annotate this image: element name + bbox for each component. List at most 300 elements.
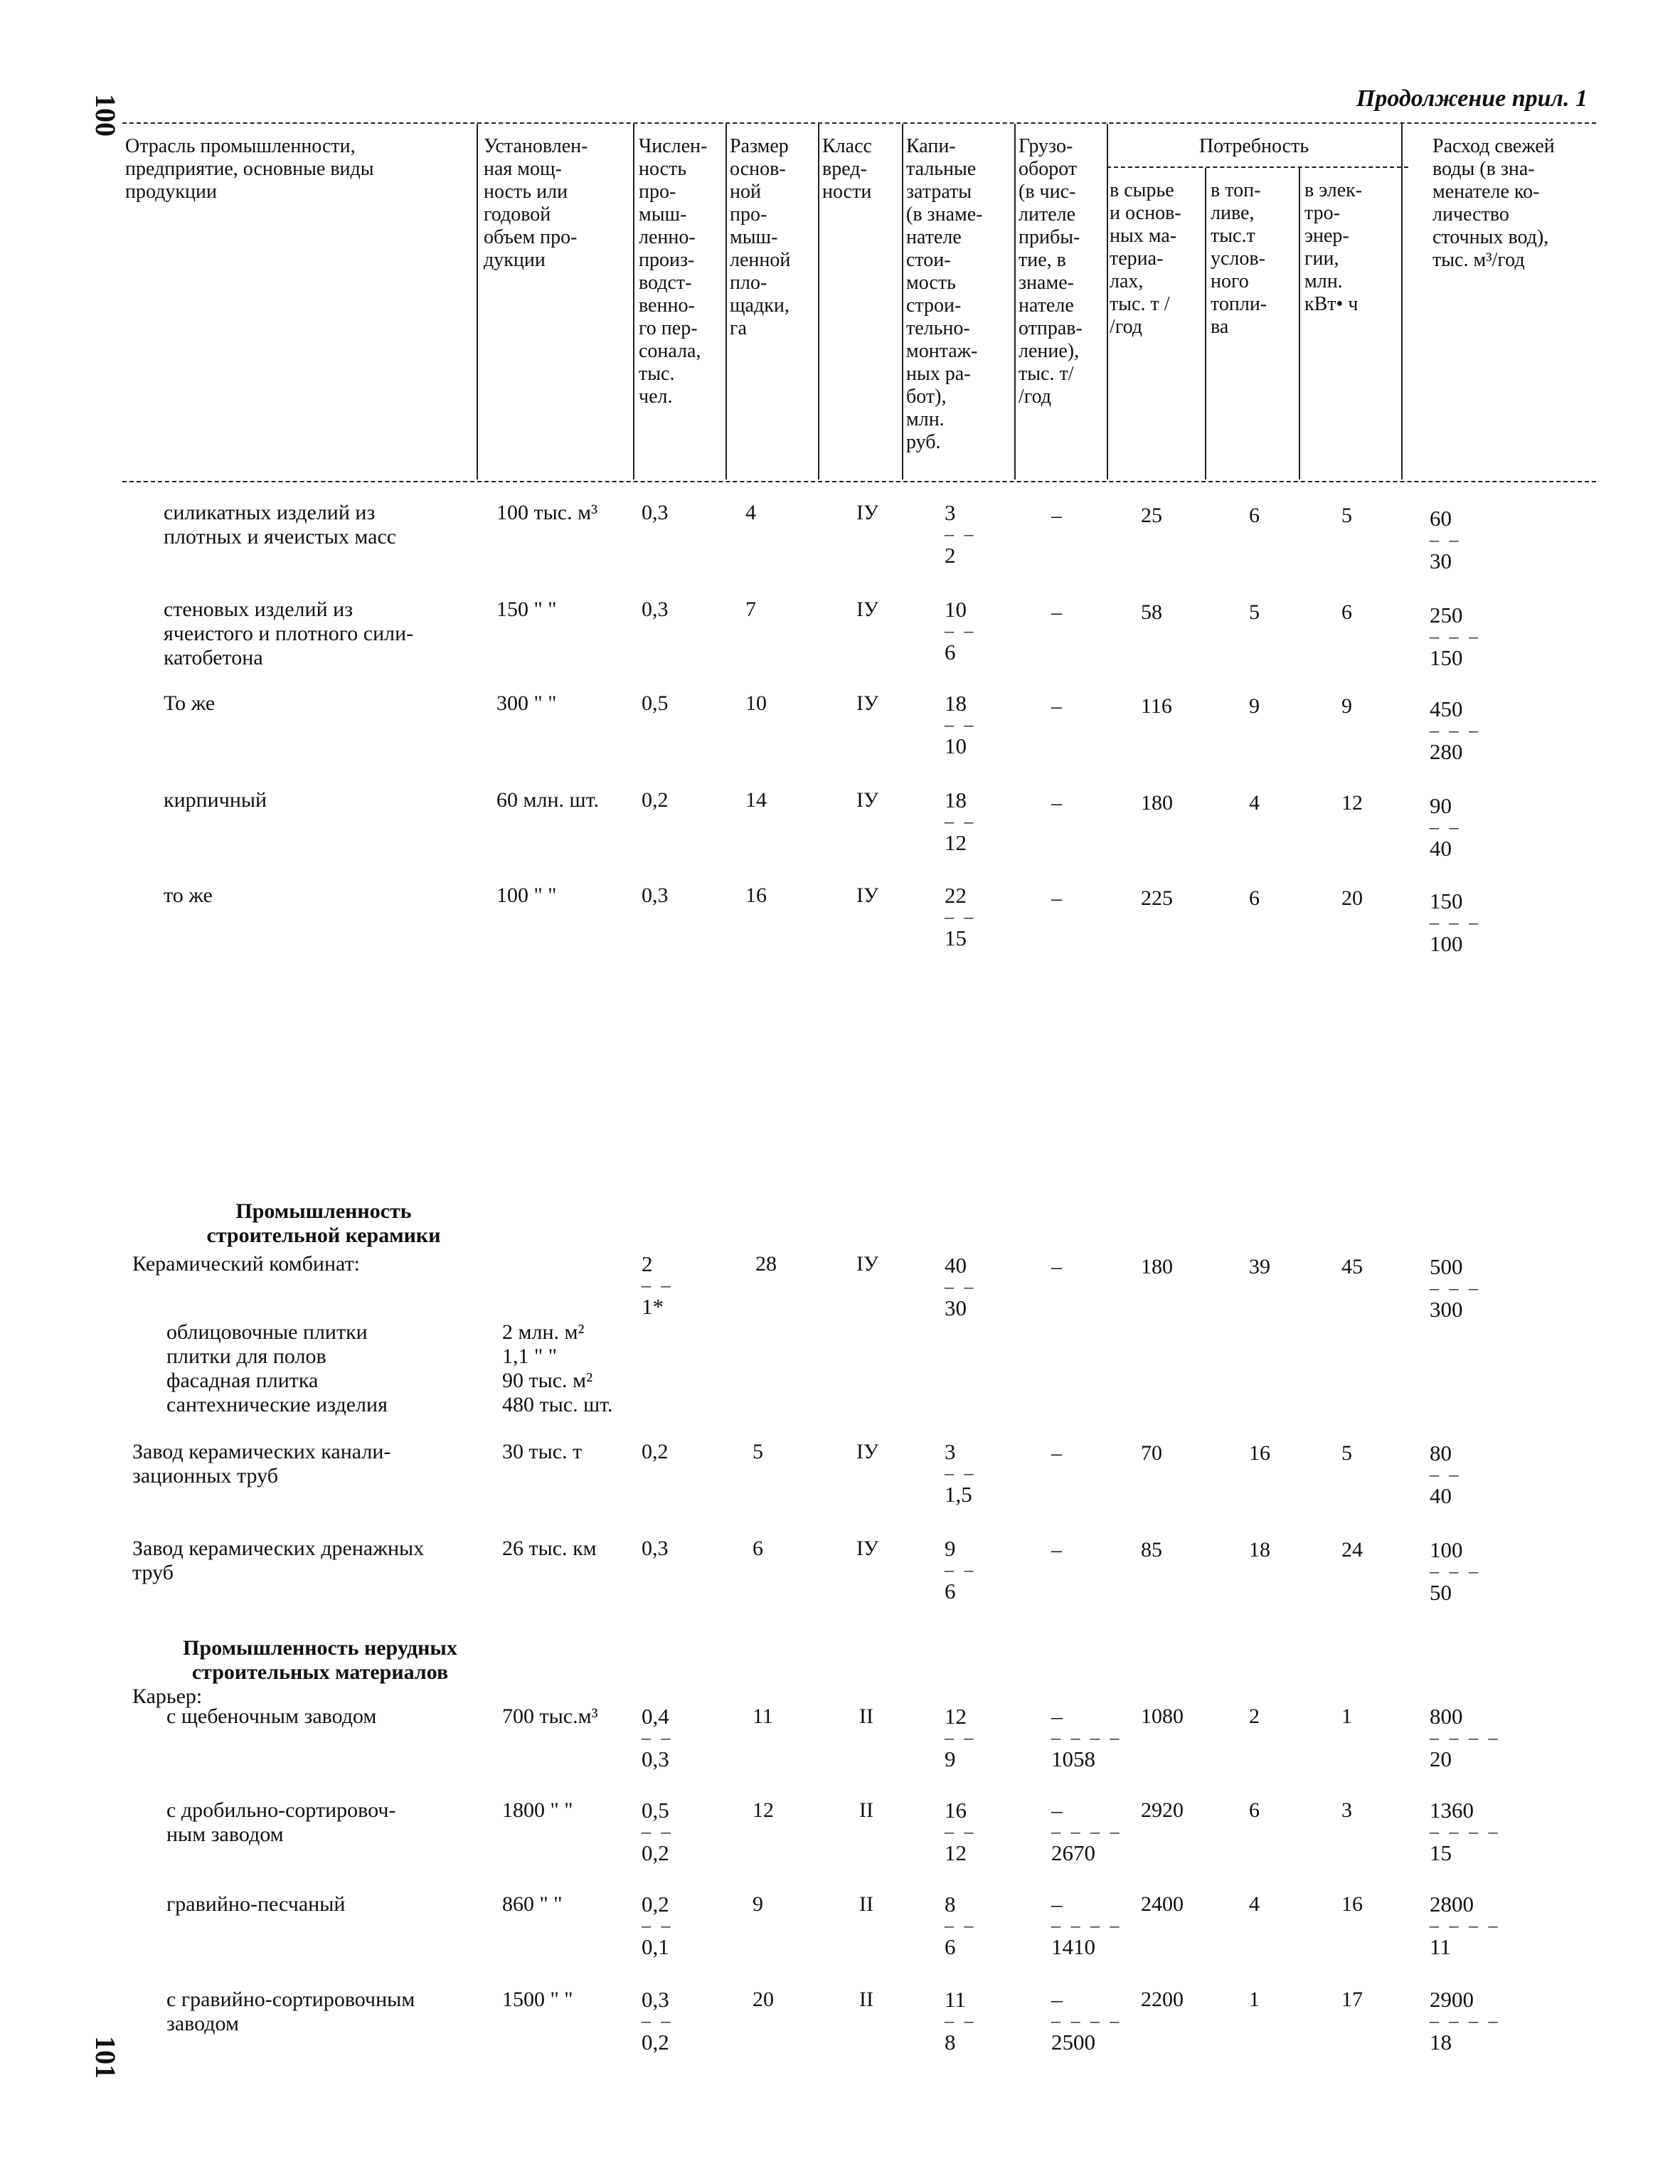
header-line: щадки, (730, 295, 790, 317)
header-line: Расход свежей (1432, 135, 1555, 157)
capacity: 26 тыс. км (502, 1537, 597, 1560)
fuel-demand: 9 (1249, 694, 1260, 718)
raw-demand: 2400 (1141, 1892, 1184, 1916)
header-line: сонала, (639, 340, 701, 362)
capex (945, 1988, 977, 2055)
row-name (166, 1705, 376, 1729)
header-line: териа- (1110, 248, 1164, 270)
header-line: топли- (1211, 293, 1267, 315)
fuel-demand: 4 (1249, 1892, 1260, 1916)
raw-demand: 58 (1141, 600, 1162, 624)
area: 12 (753, 1798, 774, 1822)
water (1430, 1798, 1501, 1865)
capacity: 150 " " (496, 598, 557, 621)
power-demand: 12 (1341, 791, 1363, 815)
product-name: плитки для полов (166, 1345, 326, 1368)
header-line: монтаж- (906, 340, 978, 362)
row-name-line: ячеистого и плотного сили- (164, 622, 414, 645)
raw-demand: 70 (1141, 1441, 1162, 1465)
water-numerator: 60 (1430, 506, 1452, 531)
header-divider (902, 124, 903, 479)
water (1430, 1892, 1501, 1959)
water-numerator: 500 (1430, 1254, 1463, 1279)
header-line: тро- (1304, 202, 1340, 224)
raw-demand: 25 (1141, 504, 1162, 527)
header-line: млн. (1304, 270, 1343, 292)
header-cargo (1019, 135, 1105, 408)
header-line: мыш- (639, 203, 687, 226)
raw-demand: 2200 (1141, 1988, 1184, 2011)
row-name-line: с дробильно-сортировоч- (166, 1798, 396, 1822)
raw-demand: 180 (1141, 1255, 1173, 1278)
water-numerator: 2800 (1430, 1892, 1474, 1917)
water (1430, 794, 1462, 861)
capacity: 100 " " (496, 884, 557, 907)
capex (945, 1705, 977, 1771)
header-divider (1401, 124, 1403, 479)
capex (945, 1798, 977, 1865)
hazard-class: IУ (856, 884, 879, 907)
capex-numerator: 11 (945, 1987, 966, 2012)
header-fuel (1211, 179, 1297, 339)
fraction-bar: – – – (1430, 1561, 1481, 1581)
row-name (164, 884, 213, 908)
header-line: ливе, (1211, 202, 1255, 224)
header-line: лах, (1110, 270, 1144, 292)
row-name (164, 501, 396, 549)
fraction-bar: – – (1430, 1464, 1462, 1485)
header-staff (639, 135, 724, 408)
header-line: венно- (639, 295, 695, 317)
fraction-bar: – – (945, 1463, 977, 1483)
capex-numerator: 16 (945, 1798, 967, 1823)
capex-numerator: 22 (945, 883, 967, 908)
raw-demand: 116 (1141, 694, 1172, 718)
header-line: /год (1110, 316, 1143, 338)
product-name: фасадная плитка (166, 1369, 319, 1392)
header-line: Отрасль промышленности, (125, 135, 356, 157)
staff-numerator: 0,5 (642, 1798, 669, 1823)
row-name (132, 1440, 390, 1488)
header-line: вред- (822, 158, 867, 180)
capex-denominator: 12 (945, 830, 967, 855)
header-hazard-class (822, 135, 900, 203)
row-name-line: катобетона (164, 646, 263, 669)
cargo: – (1051, 1441, 1062, 1465)
header-line: в элек- (1304, 179, 1363, 201)
row-name (164, 788, 267, 812)
power-demand: 5 (1341, 1441, 1352, 1465)
capacity: 1500 " " (502, 1988, 573, 2011)
fraction-bar: – – – (1430, 626, 1481, 647)
fraction-bar: – – – (1430, 720, 1481, 741)
water-numerator: 90 (1430, 793, 1452, 818)
header-line: ленно- (639, 226, 696, 248)
header-line: ность или (484, 181, 568, 203)
staff-denominator: 0,2 (642, 2030, 669, 2055)
header-line: строи- (906, 295, 962, 317)
row-name (132, 1537, 424, 1585)
cargo: – (1051, 1538, 1062, 1562)
capacity: 700 тыс.м³ (502, 1705, 598, 1728)
row-name-line: Завод керамических канали- (132, 1440, 391, 1463)
area: 4 (745, 501, 756, 524)
water-denominator: 300 (1430, 1297, 1463, 1322)
row-name-line: стеновых изделий из (164, 598, 353, 621)
header-line: бот), (906, 386, 947, 408)
header-divider (725, 124, 727, 479)
header-line: объем про- (484, 226, 578, 248)
fraction-bar: – – – – (1430, 1727, 1501, 1748)
fraction-bar: – – – (1430, 912, 1481, 933)
capex-numerator: 40 (945, 1253, 967, 1278)
section-title-ceramics (185, 1199, 462, 1248)
staff-denominator: 0,1 (642, 1934, 669, 1959)
cargo (1051, 1892, 1122, 1959)
fuel-demand: 2 (1249, 1705, 1260, 1728)
water-numerator: 450 (1430, 696, 1463, 721)
raw-demand: 2920 (1141, 1798, 1184, 1822)
power-demand: 20 (1341, 886, 1363, 910)
hazard-class: IУ (856, 1440, 879, 1463)
header-line: и основ- (1110, 202, 1181, 224)
row-name-line: ным заводом (166, 1823, 284, 1846)
header-line: ва (1211, 316, 1229, 338)
capex-denominator: 15 (945, 926, 967, 950)
header-line: дукции (484, 249, 546, 271)
capex-numerator: 18 (945, 691, 967, 716)
header-line: тыс. м³/год (1432, 249, 1525, 271)
staff (642, 1892, 674, 1959)
cargo-denominator: 2500 (1051, 2030, 1095, 2055)
capacity: 100 тыс. м³ (496, 501, 598, 524)
row-name (166, 1798, 395, 1847)
header-line: оборот (1019, 158, 1078, 180)
combine-name: Керамический комбинат: (132, 1252, 361, 1276)
raw-demand: 85 (1141, 1538, 1162, 1562)
hazard-class: II (859, 1705, 873, 1728)
capex (945, 598, 977, 664)
capex-numerator: 3 (945, 500, 956, 525)
capex-denominator: 9 (945, 1746, 956, 1771)
header-line: тальные (906, 158, 977, 180)
fraction-bar: – – – – (1430, 1915, 1501, 1936)
cargo-denominator: 1058 (1051, 1746, 1095, 1771)
header-divider (818, 124, 819, 479)
combine-staff (642, 1252, 674, 1319)
fraction-bar: – – (642, 2010, 674, 2031)
header-line: про- (730, 203, 767, 226)
header-line: ных ма- (1110, 225, 1177, 247)
header-line: (в знаме- (906, 203, 983, 226)
water-denominator: 150 (1430, 645, 1463, 670)
row-name-line: кирпичный (164, 788, 267, 812)
header-line: затраты (906, 181, 972, 203)
fraction-bar: – – (945, 524, 977, 544)
header-line: прибы- (1019, 226, 1080, 248)
fraction-bar: – – (945, 1915, 977, 1936)
header-group-rule (1107, 166, 1408, 168)
continuation-title: Продолжение прил. 1 (1356, 85, 1588, 112)
water-denominator: 40 (1430, 1483, 1452, 1508)
fuel-demand: 1 (1249, 1988, 1260, 2011)
header-capacity (484, 135, 629, 272)
staff (642, 1988, 674, 2055)
cargo: – (1051, 694, 1062, 718)
water-numerator: 1360 (1430, 1798, 1474, 1823)
header-line: личество (1432, 203, 1509, 226)
fuel-demand: 6 (1249, 504, 1260, 527)
staff-numerator: 0,3 (642, 1987, 669, 2012)
header-line: млн. (906, 408, 945, 430)
fraction-bar: – – (642, 1915, 674, 1936)
water-denominator: 20 (1430, 1746, 1452, 1771)
header-line: ленной (730, 249, 791, 271)
fraction-bar: – – – – (1051, 1821, 1122, 1842)
header-line: в сырье (1110, 179, 1174, 201)
header-line: руб. (906, 431, 941, 453)
cargo (1051, 1988, 1122, 2055)
header-divider (477, 124, 478, 479)
header-line: ной (730, 181, 761, 203)
product-capacity: 90 тыс. м² (502, 1369, 593, 1392)
header-line: лителе (1019, 203, 1076, 226)
capex (945, 1440, 977, 1507)
fraction-bar: – – (945, 811, 977, 832)
capex-denominator: 6 (945, 1934, 956, 1959)
fuel-demand: 18 (1249, 1538, 1270, 1562)
capex (945, 884, 977, 950)
power-demand: 17 (1341, 1988, 1363, 2011)
area: 20 (753, 1988, 774, 2011)
fraction-bar: – – (945, 620, 977, 641)
water-numerator: 100 (1430, 1537, 1463, 1562)
header-line: тыс. т/ (1019, 363, 1074, 385)
cargo-numerator: – (1051, 1892, 1063, 1917)
product-capacity: 480 тыс. шт. (502, 1393, 613, 1416)
capex-denominator: 12 (945, 1840, 967, 1865)
fraction-bar: – – (945, 1559, 977, 1580)
capex-numerator: 18 (945, 788, 967, 812)
capex-numerator: 9 (945, 1536, 956, 1561)
staff-denominator: 0,2 (642, 1840, 669, 1865)
water (1430, 889, 1481, 956)
staff: 0,3 (642, 1537, 669, 1560)
header-line: нателе (1019, 295, 1074, 317)
power-demand: 9 (1341, 694, 1352, 718)
hazard-class: IУ (856, 788, 879, 812)
row-name-line: гравийно-песчаный (166, 1892, 346, 1916)
water (1430, 507, 1462, 573)
combine-staff-numerator: 2 (642, 1251, 653, 1276)
header-line: Числен- (639, 135, 708, 157)
water-numerator: 250 (1430, 603, 1463, 627)
area: 11 (753, 1705, 773, 1728)
water-numerator: 150 (1430, 889, 1463, 913)
header-line: (в чис- (1019, 181, 1076, 203)
fraction-bar: – – (945, 906, 977, 927)
raw-demand: 1080 (1141, 1705, 1184, 1728)
area: 6 (753, 1537, 763, 1560)
water (1430, 1255, 1481, 1322)
header-line: го пер- (639, 317, 698, 339)
water (1430, 1705, 1501, 1771)
header-line: предприятие, основные виды (125, 158, 374, 180)
fuel-demand: 6 (1249, 886, 1260, 910)
capex-numerator: 3 (945, 1439, 956, 1464)
cargo-numerator: – (1051, 1987, 1063, 2012)
cargo-numerator: – (1051, 1798, 1063, 1823)
header-line: услов- (1211, 248, 1265, 270)
header-line: воды (в зна- (1432, 158, 1535, 180)
power-demand: 16 (1341, 1892, 1363, 1916)
water (1430, 1441, 1462, 1508)
power-demand: 3 (1341, 1798, 1352, 1822)
water-denominator: 15 (1430, 1840, 1452, 1865)
hazard-class: IУ (856, 691, 879, 715)
header-line: чел. (639, 386, 673, 408)
cargo (1051, 1798, 1122, 1865)
water-numerator: 80 (1430, 1441, 1452, 1465)
staff (642, 1798, 674, 1865)
product-name: облицовочные плитки (166, 1320, 368, 1344)
fuel-demand: 39 (1249, 1255, 1270, 1278)
capex-denominator: 30 (945, 1295, 967, 1320)
hazard-class: II (859, 1798, 873, 1822)
power-demand: 6 (1341, 600, 1352, 624)
header-line: стои- (906, 249, 951, 271)
staff: 0,3 (642, 598, 669, 621)
row-name-line: заводом (166, 2012, 239, 2035)
header-line: тыс.т (1211, 225, 1255, 247)
fraction-bar: – – (945, 2010, 977, 2031)
cargo-denominator: 1410 (1051, 1934, 1095, 1959)
capacity: 30 тыс. т (502, 1440, 583, 1463)
header-line: тие, в (1019, 249, 1066, 271)
raw-demand: 225 (1141, 886, 1173, 910)
fraction-bar: – – (945, 1276, 977, 1297)
header-line: ление), (1019, 340, 1080, 362)
product-name: сантехнические изделия (166, 1393, 388, 1416)
header-line: мость (906, 272, 956, 294)
header-water (1432, 135, 1603, 272)
header-line: про- (639, 181, 676, 203)
fraction-bar: – – – – (1051, 2010, 1122, 2031)
header-line: ности (822, 181, 872, 203)
fraction-bar: – – – (1430, 1278, 1481, 1298)
water (1430, 1988, 1501, 2055)
header-line: га (730, 317, 747, 339)
area: 14 (745, 788, 767, 812)
row-name (164, 691, 215, 716)
header-power (1304, 179, 1397, 316)
area: 5 (753, 1440, 763, 1463)
cargo: – (1051, 791, 1062, 815)
header-line: менателе ко- (1432, 181, 1540, 203)
header-capex (906, 135, 1013, 454)
page-number-bottom: 101 (90, 2036, 122, 2079)
header-line: тыс. т / (1110, 293, 1170, 315)
capex (945, 788, 977, 855)
power-demand: 5 (1341, 504, 1352, 527)
capex-denominator: 6 (945, 640, 956, 664)
area: 16 (745, 884, 767, 907)
header-line: пло- (730, 272, 767, 294)
header-line: энер- (1304, 225, 1349, 247)
header-raw (1110, 179, 1203, 339)
capacity: 300 " " (496, 691, 557, 715)
header-line: /год (1019, 386, 1052, 408)
capex (945, 1537, 977, 1603)
row-name-line: зационных труб (132, 1464, 278, 1488)
fraction-bar: – – (1430, 817, 1462, 837)
capex-denominator: 2 (945, 543, 956, 568)
fraction-bar: – – (945, 1821, 977, 1842)
header-line: годовой (484, 203, 551, 226)
header-line: кВт• ч (1304, 293, 1359, 315)
capex (945, 691, 977, 758)
row-name-line: Завод керамических дренажных (132, 1537, 425, 1560)
capex-denominator: 8 (945, 2030, 956, 2055)
row-name-line: то же (164, 884, 213, 907)
header-line: ная мощ- (484, 158, 562, 180)
capex-denominator: 1,5 (945, 1482, 972, 1507)
staff: 0,2 (642, 788, 669, 812)
header-divider (633, 124, 634, 479)
fraction-bar: – – (642, 1727, 674, 1748)
water (1430, 1538, 1481, 1605)
section-title-nonmetallic-line: Промышленность нерудных (183, 1636, 457, 1660)
header-line: тельно- (906, 317, 970, 339)
header-demand-group: Потребность (1198, 135, 1309, 157)
water-denominator: 18 (1430, 2030, 1452, 2055)
row-name-line: То же (164, 691, 216, 715)
header-divider (1205, 168, 1206, 479)
section-title-nonmetallic (164, 1636, 477, 1685)
combine-staff-denominator: 1* (642, 1294, 664, 1319)
header-line: тыс. (639, 363, 675, 385)
header-line: Грузо- (1019, 135, 1073, 157)
capacity: 860 " " (502, 1892, 563, 1916)
fraction-bar: – – – – (1430, 2010, 1501, 2031)
hazard-class: IУ (856, 598, 879, 621)
capex (945, 1892, 977, 1959)
row-name (166, 1892, 345, 1917)
capacity: 1800 " " (502, 1798, 573, 1822)
staff-numerator: 0,2 (642, 1892, 669, 1917)
header-line: Размер (730, 135, 789, 157)
capex-numerator: 8 (945, 1892, 956, 1917)
header-line: мыш- (730, 226, 778, 248)
header-line: основ- (730, 158, 786, 180)
header-line: ного (1211, 270, 1249, 292)
product-capacity: 2 млн. м² (502, 1320, 585, 1344)
water-numerator: 2900 (1430, 1987, 1474, 2012)
water-numerator: 800 (1430, 1704, 1463, 1729)
area: 9 (753, 1892, 763, 1916)
cargo-numerator: – (1051, 1704, 1063, 1729)
header-line: продукции (125, 181, 217, 203)
cargo: – (1051, 504, 1062, 527)
fraction-bar: – – (945, 714, 977, 735)
row-name-line: с гравийно-сортировочным (166, 1988, 415, 2011)
section-title-ceramics-line: строительной керамики (206, 1224, 441, 1247)
cargo: – (1051, 1255, 1062, 1278)
raw-demand: 180 (1141, 791, 1173, 815)
capex-denominator: 10 (945, 733, 967, 758)
header-line: водст- (639, 272, 692, 294)
header-industry (125, 135, 474, 203)
